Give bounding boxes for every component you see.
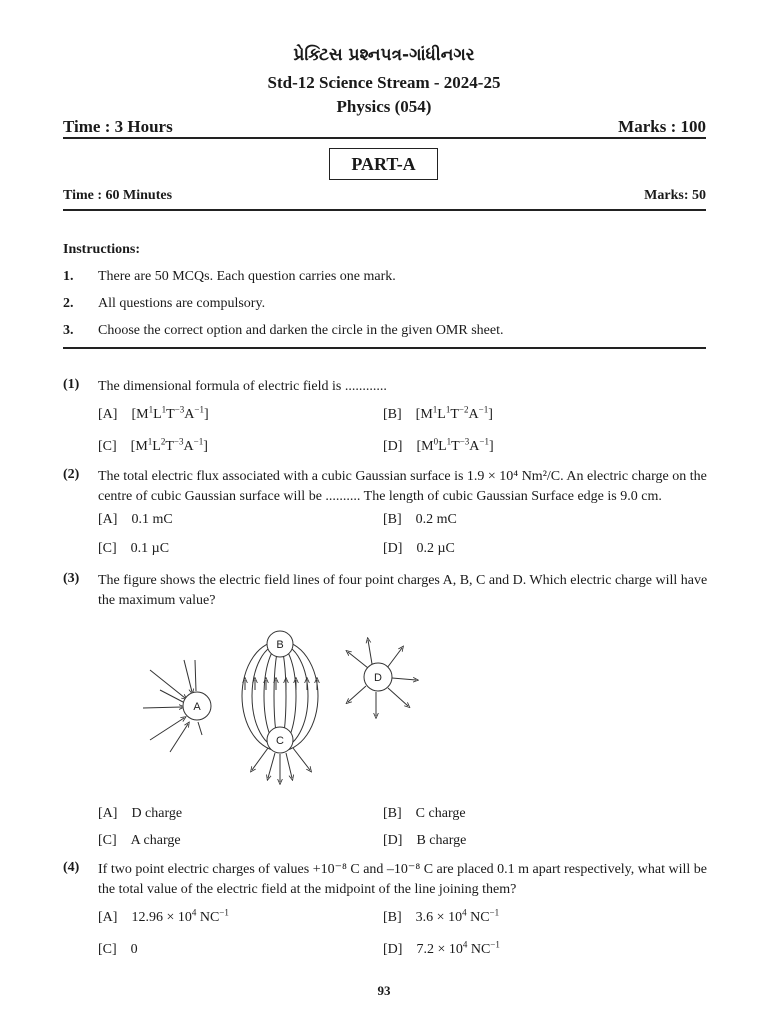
option-a: [A] D charge bbox=[98, 806, 183, 821]
charge-label-a: A bbox=[193, 701, 201, 713]
option-text: $[M^1L^2T^{-3}A^{-1}]$ bbox=[130, 436, 208, 454]
part-rule bbox=[63, 209, 706, 211]
charge-label-b: B bbox=[276, 639, 284, 651]
option-c: [C] $[M^1L^2T^{-3}A^{-1}]$ bbox=[98, 436, 208, 454]
option-a: [A] 0.1 mC bbox=[98, 512, 173, 527]
question-text: The figure shows the electric field lines of four point charges A, B, C and D. Which electric charge will have the maximum value? bbox=[98, 573, 708, 608]
instruction-num: 3. bbox=[63, 323, 74, 338]
instructions-rule bbox=[63, 347, 706, 349]
question-text: If two point electric charges of values +10⁻⁸ C and –10⁻⁸ C are placed 0.1 m apart respectively, what will be the total value of the electric field at the midpoint of the line joining them? bbox=[98, 862, 707, 897]
total-time: Time : 3 Hours bbox=[63, 117, 173, 136]
question-number: (3) bbox=[63, 571, 80, 586]
option-b: [B] $3.6 \times 10^4$ $NC^{-1}$ bbox=[383, 907, 500, 925]
instructions-heading: Instructions: bbox=[63, 242, 141, 257]
option-b: [B] $[M^1L^1T^{-2}A^{-1}]$ bbox=[383, 404, 493, 422]
instruction-num: 2. bbox=[63, 296, 74, 311]
option-a: [A] $12.96 \times 10^4$ $NC^{-1}$ bbox=[98, 907, 229, 925]
option-text: $[M^1L^1T^{-3}A^{-1}]$ bbox=[131, 404, 209, 422]
option-c: [C] A charge bbox=[98, 833, 181, 848]
instruction-text: All questions are compulsory. bbox=[98, 296, 266, 311]
option-d: [D] 0.2 µC bbox=[383, 541, 455, 556]
subject-title: Physics (054) bbox=[336, 97, 432, 116]
charge-label-d: D bbox=[374, 672, 382, 684]
instruction-num: 1. bbox=[63, 269, 74, 284]
page-number: 93 bbox=[377, 983, 391, 998]
option-c: [C] 0 bbox=[98, 942, 138, 957]
option-d: [D] B charge bbox=[383, 833, 467, 848]
instruction-text: There are 50 MCQs. Each question carries one mark. bbox=[98, 269, 396, 284]
part-marks: Marks: 50 bbox=[644, 188, 706, 203]
option-text: $[M^1L^1T^{-2}A^{-1}]$ bbox=[415, 404, 493, 422]
total-marks: Marks : 100 bbox=[618, 117, 706, 136]
option-c: [C] 0.1 µC bbox=[98, 541, 170, 556]
question-text: The dimensional formula of electric field is ............ bbox=[98, 379, 387, 394]
question-number: (4) bbox=[63, 860, 80, 875]
gujarati-title: પ્રેક્ટિસ પ્રશ્નપત્ર-ગાંધીનગર bbox=[293, 45, 475, 65]
option-d: [D] $[M^0L^1T^{-3}A^{-1}]$ bbox=[383, 436, 494, 454]
option-a: [A] $[M^1L^1T^{-3}A^{-1}]$ bbox=[98, 404, 209, 422]
instruction-text: Choose the correct option and darken the circle in the given OMR sheet. bbox=[98, 323, 504, 338]
option-d: [D] $7.2 \times 10^4$ $NC^{-1}$ bbox=[383, 939, 500, 957]
part-title: PART-A bbox=[329, 148, 438, 180]
option-text: $[M^0L^1T^{-3}A^{-1}]$ bbox=[416, 436, 494, 454]
question-number: (2) bbox=[63, 467, 80, 482]
question-number: (1) bbox=[63, 377, 80, 392]
option-b: [B] 0.2 mC bbox=[383, 512, 457, 527]
question-text: The total electric flux associated with a cubic Gaussian surface is 1.9 × 10⁴ Nm²/C. An electric charge on the centre of cubic Gaussian surface will be .......... The length of cubic Gaussian Surface edge is 9.0 cm. bbox=[98, 469, 707, 504]
std-title: Std-12 Science Stream - 2024-25 bbox=[267, 73, 501, 92]
charge-label-c: C bbox=[276, 735, 284, 747]
part-time: Time : 60 Minutes bbox=[63, 188, 173, 203]
field-lines-figure bbox=[140, 620, 440, 790]
header-rule bbox=[63, 137, 706, 139]
option-b: [B] C charge bbox=[383, 806, 466, 821]
